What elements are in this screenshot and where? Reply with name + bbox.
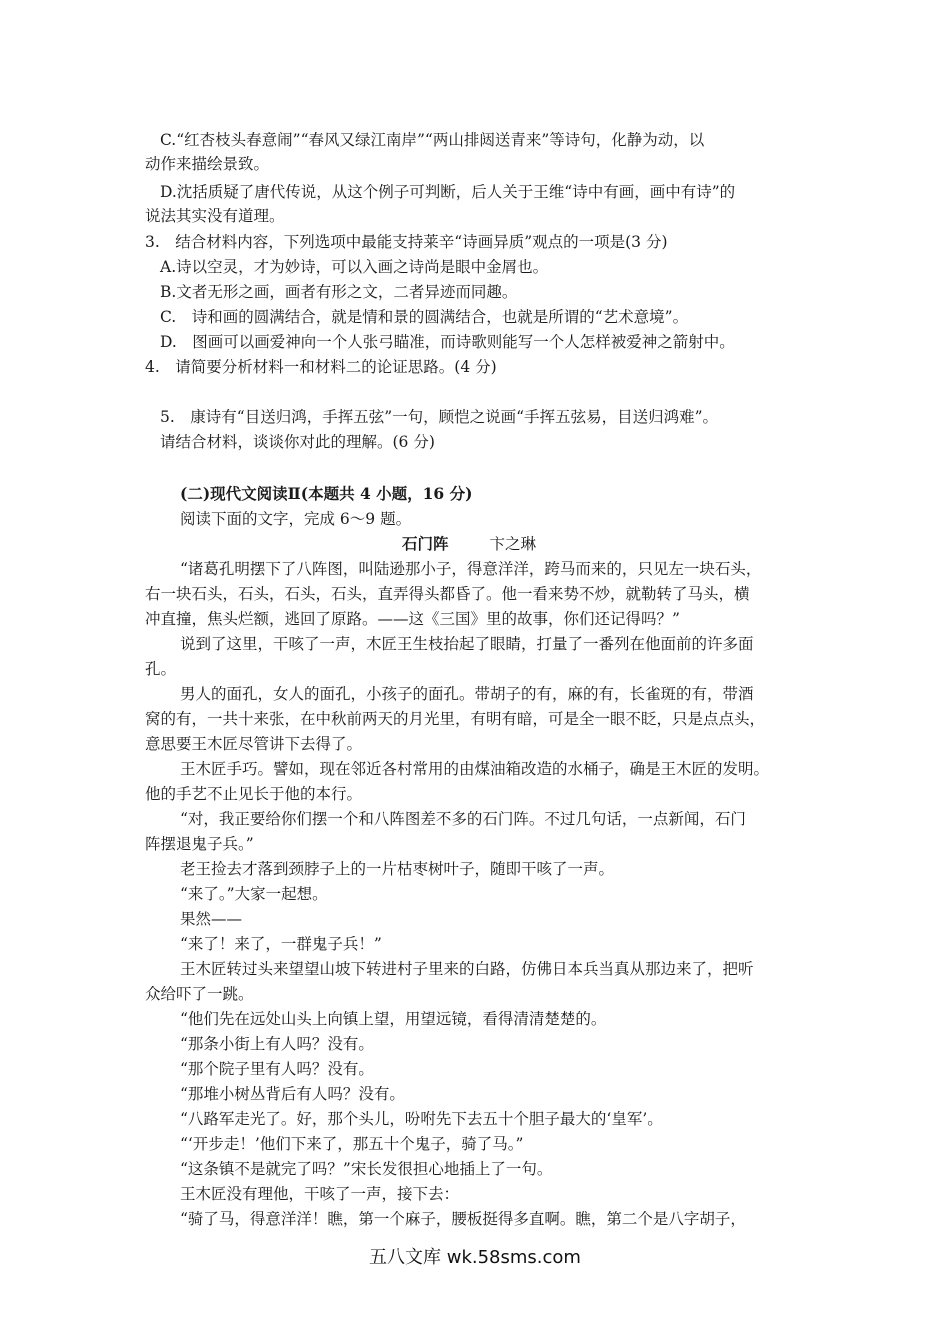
story-line: 王木匠转过头来望望山坡下转进村子里来的白路，仿佛日本兵当真从那边来了，把听 — [180, 960, 754, 978]
question-3-option-b: B.文者无形之画，画者有形之文，二者异迹而同趣。 — [160, 283, 518, 301]
story-line: 右一块石头，石头，石头，石头，直弄得头都昏了。他一看来势不炒，就勒转了马头，横 — [145, 585, 750, 603]
story-line: “‘开步走！’他们下来了，那五十个鬼子，骑了马。” — [180, 1135, 524, 1153]
story-line: 窝的有，一共十来张，在中秋前两天的月光里，有明有暗，可是全一眼不眨，只是点点头， — [145, 710, 766, 728]
question-line: 动作来描绘景致。 — [145, 155, 270, 173]
story-line: “那条小街上有人吗？没有。 — [180, 1035, 374, 1053]
story-line: “诸葛孔明摆下了八阵图，叫陆逊那小子，得意洋洋，跨马而来的，只见左一块石头， — [180, 560, 762, 578]
story-line: “那个院子里有人吗？没有。 — [180, 1060, 374, 1078]
story-line: 冲直撞，焦头烂额，逃回了原路。——这《三国》里的故事，你们还记得吗？” — [145, 610, 680, 628]
story-line: “这条镇不是就完了吗？”宋长发很担心地插上了一句。 — [180, 1160, 553, 1178]
story-author: 卞之琳 — [489, 535, 536, 553]
story-line: “那堆小树丛背后有人吗？没有。 — [180, 1085, 405, 1103]
story-line: 他的手艺不止见长于他的本行。 — [145, 785, 363, 803]
story-line: 王木匠没有理他，干咳了一声，接下去： — [180, 1185, 460, 1203]
question-5: 5. 康诗有“目送归鸿，手挥五弦”一句，顾恺之说画“手挥五弦易，目送归鸿难”。 — [160, 408, 718, 426]
story-line: 阵摆退鬼子兵。” — [145, 835, 254, 853]
story-line: “来了！来了，一群鬼子兵！” — [180, 935, 382, 953]
story-title: 石门阵 — [402, 534, 449, 553]
question-3-option-c: C. 诗和画的圆满结合，就是情和景的圆满结合，也就是所谓的“艺术意境”。 — [160, 308, 689, 326]
story-line: 众给吓了一跳。 — [145, 985, 254, 1003]
section-instruction: 阅读下面的文字，完成 6～9 题。 — [180, 510, 412, 528]
question-3-stem: 3. 结合材料内容，下列选项中最能支持莱辛“诗画异质”观点的一项是(3 分) — [145, 233, 668, 251]
story-line: 说到了这里，干咳了一声，木匠王生枝抬起了眼睛，打量了一番列在他面前的许多面 — [180, 635, 754, 653]
question-line: D.沈括质疑了唐代传说，从这个例子可判断，后人关于王维“诗中有画，画中有诗”的 — [160, 183, 736, 201]
story-line: 孔。 — [145, 660, 177, 678]
section-heading: (二)现代文阅读Ⅱ(本题共 4 小题，16 分) — [180, 484, 473, 503]
question-line: 说法其实没有道理。 — [145, 207, 285, 225]
story-line: 意思要王木匠尽管讲下去得了。 — [145, 735, 363, 753]
story-line: 男人的面孔，女人的面孔，小孩子的面孔。带胡子的有，麻的有，长雀斑的有，带酒 — [180, 685, 754, 703]
story-line: 老王捡去才落到颈脖子上的一片枯枣树叶子，随即干咳了一声。 — [180, 860, 615, 878]
question-4: 4. 请简要分析材料一和材料二的论证思路。(4 分) — [145, 358, 497, 376]
story-title-row — [402, 532, 536, 556]
story-line: “对，我正要给你们摆一个和八阵图差不多的石门阵。不过几句话，一点新闻，石门 — [180, 810, 746, 828]
footer-site-label: 五八文库 wk.58sms.com — [369, 1247, 581, 1268]
story-line: “骑了马，得意洋洋！瞧，第一个麻子，腰板挺得多直啊。瞧，第二个是八字胡子， — [180, 1210, 746, 1228]
question-3-option-a: A.诗以空灵，才为妙诗，可以入画之诗尚是眼中金屑也。 — [160, 258, 549, 276]
story-line: 果然—— — [180, 910, 243, 928]
story-line: “来了。”大家一起想。 — [180, 885, 328, 903]
question-5-continuation: 请结合材料，谈谈你对此的理解。(6 分) — [160, 433, 435, 451]
story-line: “八路军走光了。好，那个头儿，吩咐先下去五十个胆子最大的‘皇军’。 — [180, 1110, 663, 1128]
story-line: “他们先在远处山头上向镇上望，用望远镜，看得清清楚楚的。 — [180, 1010, 607, 1028]
question-line: C.“红杏枝头春意闹”“春风又绿江南岸”“两山排闼送青来”等诗句，化静为动，以 — [160, 131, 705, 149]
story-line: 王木匠手巧。譬如，现在邻近各村常用的由煤油箱改造的水桶子，确是王木匠的发明。 — [180, 760, 770, 778]
question-3-option-d: D. 图画可以画爱神向一个人张弓瞄准，而诗歌则能写一个人怎样被爱神之箭射中。 — [160, 333, 735, 351]
